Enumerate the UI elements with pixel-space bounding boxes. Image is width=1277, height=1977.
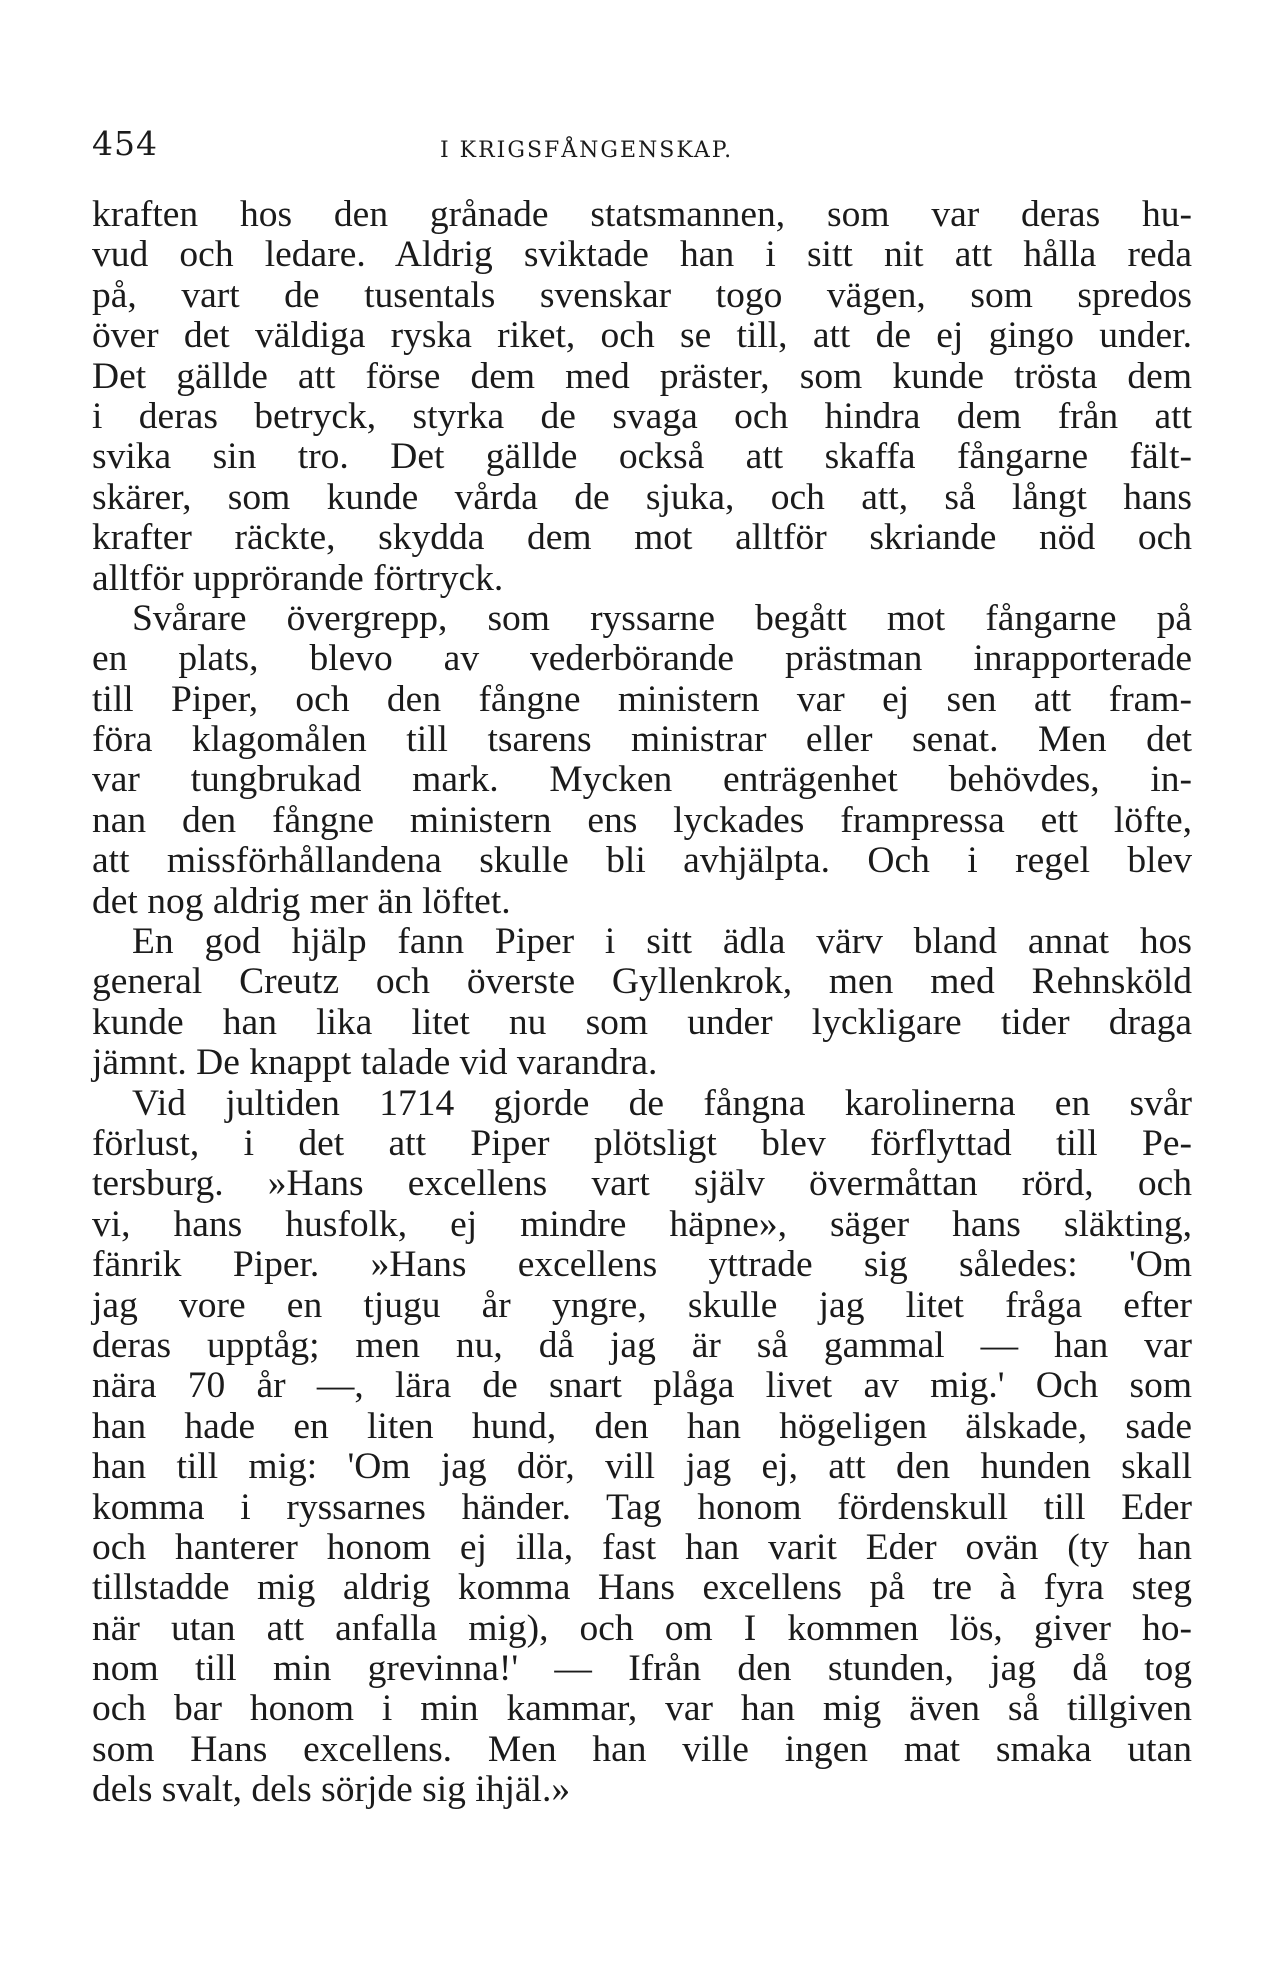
text-line: deras upptåg; men nu, då jag är så gammal — han var <box>92 1324 1192 1366</box>
text-line: tillstadde mig aldrig komma Hans excellens på tre à fyra steg <box>92 1567 1192 1609</box>
text-line: Vid jultiden 1714 gjorde de fångna karolinerna en svår <box>132 1082 1192 1124</box>
text-line: krafter räckte, skydda dem mot alltför skriande nöd och <box>92 517 1192 559</box>
text-line: vud och ledare. Aldrig sviktade han i sitt nit att hålla reda <box>92 234 1192 276</box>
text-line: komma i ryssarnes händer. Tag honom fördenskull till Eder <box>92 1486 1192 1528</box>
text-line: var tungbrukad mark. Mycken enträgenhet behövdes, in- <box>92 759 1192 801</box>
text-line: Svårare övergrepp, som ryssarne begått mot fångarne på <box>132 597 1192 639</box>
text-line: nära 70 år —, lära de snart plåga livet av mig.' Och som <box>92 1365 1192 1407</box>
text-line: att missförhållandena skulle bli avhjälpta. Och i regel blev <box>92 840 1192 882</box>
text-line: general Creutz och överste Gyllenkrok, men med Rehnsköld <box>92 961 1192 1003</box>
text-line: förlust, i det att Piper plötsligt blev förflyttad till Pe- <box>92 1122 1192 1164</box>
text-line: över det väldiga ryska riket, och se till, att de ej gingo under. <box>92 315 1192 357</box>
text-line: och hanterer honom ej illa, fast han varit Eder ovän (ty han <box>92 1526 1192 1568</box>
text-line: jag vore en tjugu år yngre, skulle jag litet fråga efter <box>92 1284 1192 1326</box>
text-line: föra klagomålen till tsarens ministrar eller senat. Men det <box>92 719 1192 761</box>
paragraph <box>92 922 1192 1084</box>
text-line: Det gällde att förse dem med präster, som kunde trösta dem <box>92 355 1192 397</box>
text-line: vi, hans husfolk, ej mindre häpne», säger hans släkting, <box>92 1203 1192 1245</box>
text-line: jämnt. De knappt talade vid varandra. <box>92 1042 658 1084</box>
text-line: när utan att anfalla mig), och om I kommen lös, giver ho- <box>92 1607 1192 1649</box>
text-line: En god hjälp fann Piper i sitt ädla värv bland annat hos <box>132 921 1192 963</box>
text-line: alltför upprörande förtryck. <box>92 557 504 599</box>
running-head: I KRIGSFÅNGENSKAP. <box>440 138 734 163</box>
text-line: nom till min grevinna!' — Ifrån den stunden, jag då tog <box>92 1648 1192 1690</box>
text-line: till Piper, och den fångne ministern var ej sen att fram- <box>92 678 1192 720</box>
text-line: en plats, blevo av vederbörande prästman inrapporterade <box>92 638 1192 680</box>
text-line: det nog aldrig mer än löftet. <box>92 880 511 922</box>
text-line: han hade en liten hund, den han högeligen älskade, sade <box>92 1405 1192 1447</box>
paragraph <box>92 599 1192 922</box>
text-line: skärer, som kunde vårda de sjuka, och att, så långt hans <box>92 476 1192 518</box>
page-number: 454 <box>92 124 158 163</box>
text-line: på, vart de tusentals svenskar togo vägen, som spredos <box>92 274 1192 316</box>
text-line: i deras betryck, styrka de svaga och hindra dem från att <box>92 395 1192 437</box>
body-text <box>92 195 1192 1811</box>
text-line: nan den fångne ministern ens lyckades frampressa ett löfte, <box>92 799 1192 841</box>
text-line: och bar honom i min kammar, var han mig även så tillgiven <box>92 1688 1192 1730</box>
text-line: som Hans excellens. Men han ville ingen mat smaka utan <box>92 1728 1192 1770</box>
text-line: kraften hos den grånade statsmannen, som var deras hu- <box>92 194 1192 235</box>
text-line: dels svalt, dels sörjde sig ihjäl.» <box>92 1769 571 1811</box>
page-header <box>92 124 1192 174</box>
text-line: fänrik Piper. »Hans excellens yttrade sig således: 'Om <box>92 1244 1192 1286</box>
text-line: han till mig: 'Om jag dör, vill jag ej, att den hunden skall <box>92 1446 1192 1488</box>
paragraph <box>92 195 1192 599</box>
text-line: svika sin tro. Det gällde också att skaffa fångarne fält- <box>92 436 1192 478</box>
paragraph <box>92 1084 1192 1811</box>
text-line: tersburg. »Hans excellens vart själv övermåttan rörd, och <box>92 1163 1192 1205</box>
text-line: kunde han lika litet nu som under lyckligare tider draga <box>92 1001 1192 1043</box>
